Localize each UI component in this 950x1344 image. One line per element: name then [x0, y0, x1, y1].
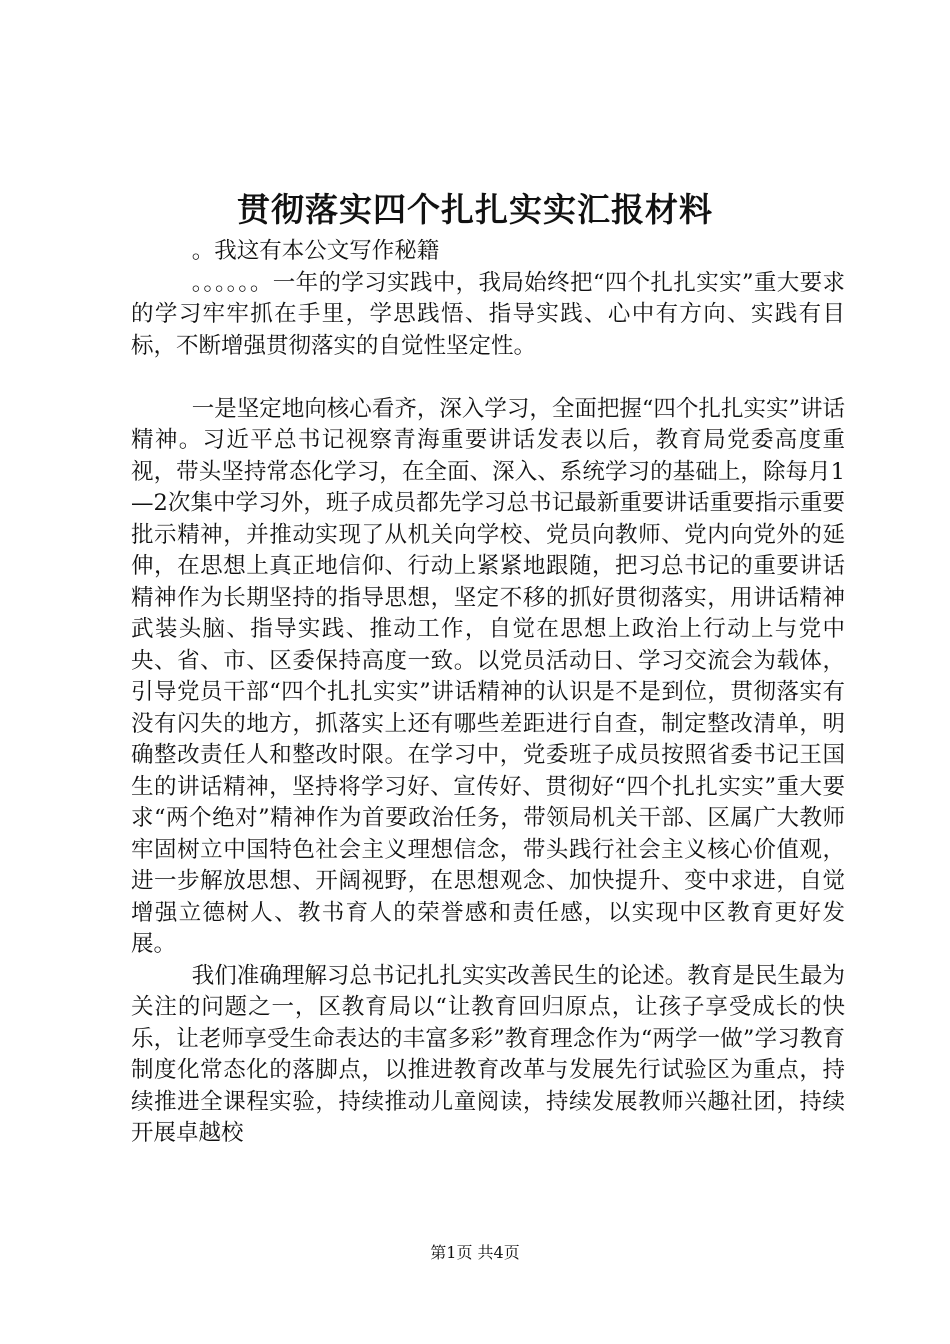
document-title: 贯彻落实四个扎扎实实汇报材料: [237, 190, 713, 229]
document-body: [131, 236, 845, 1150]
paragraph-point-one: 一是坚定地向核心看齐，深入学习，全面把握“四个扎扎实实”讲话精神。习近平总书记视察青海重要讲话发表以后，教育局党委高度重视，带头坚持常态化学习，在全面、深入、系统学习的基础上，除每月1—2次集中学习外，班子成员都先学习总书记最新重要讲话重要指示重要批示精神，并推动实现了从机关向学校、党员向教师、党内向党外的延伸，在思想上真正地信仰、行动上紧紧地跟随，把习总书记的重要讲话精神作为长期坚持的指导思想，坚定不移的抓好贯彻落实，用讲话精神武装头脑、指导实践、推动工作，自觉在思想上政治上行动上与党中央、省、市、区委保持高度一致。以党员活动日、学习交流会为载体，引导党员干部“四个扎扎实实”讲话精神的认识是不是到位，贯彻落实有没有闪失的地方，抓落实上还有哪些差距进行自查，制定整改清单，明确整改责任人和整改时限。在学习中，党委班子成员按照省委书记王国生的讲话精神，坚持将学习好、宣传好、贯彻好“四个扎扎实实”重大要求“两个绝对”精神作为首要政治任务，带领局机关干部、区属广大教师牢固树立中国特色社会主义理想信念，带头践行社会主义核心价值观，进一步解放思想、开阔视野，在思想观念、加快提升、变中求进，自觉增强立德树人、教书育人的荣誉感和责任感，以实现中区教育更好发展。: [131, 395, 845, 957]
paragraph-opening: 。。。。。。一年的学习实践中，我局始终把“四个扎扎实实”重大要求的学习牢牢抓在手里，学思践悟、指导实践、心中有方向、实践有目标，不断增强贯彻落实的自觉性坚定性。: [131, 269, 845, 359]
page-footer: 第1页 共4页: [430, 1243, 520, 1262]
paragraph-intro: 。我这有本公文写作秘籍: [191, 238, 440, 264]
paragraph-livelihood: 我们准确理解习总书记扎扎实实改善民生的论述。教育是民生最为关注的问题之一，区教育局以“让教育回归原点，让孩子享受成长的快乐，让老师享受生命表达的丰富多彩”教育理念作为“两学一做”学习教育制度化常态化的落脚点，以推进教育改革与发展先行试验区为重点，持续推进全课程实验，持续推动儿童阅读，持续发展教师兴趣社团，持续开展卓越校: [131, 962, 845, 1146]
